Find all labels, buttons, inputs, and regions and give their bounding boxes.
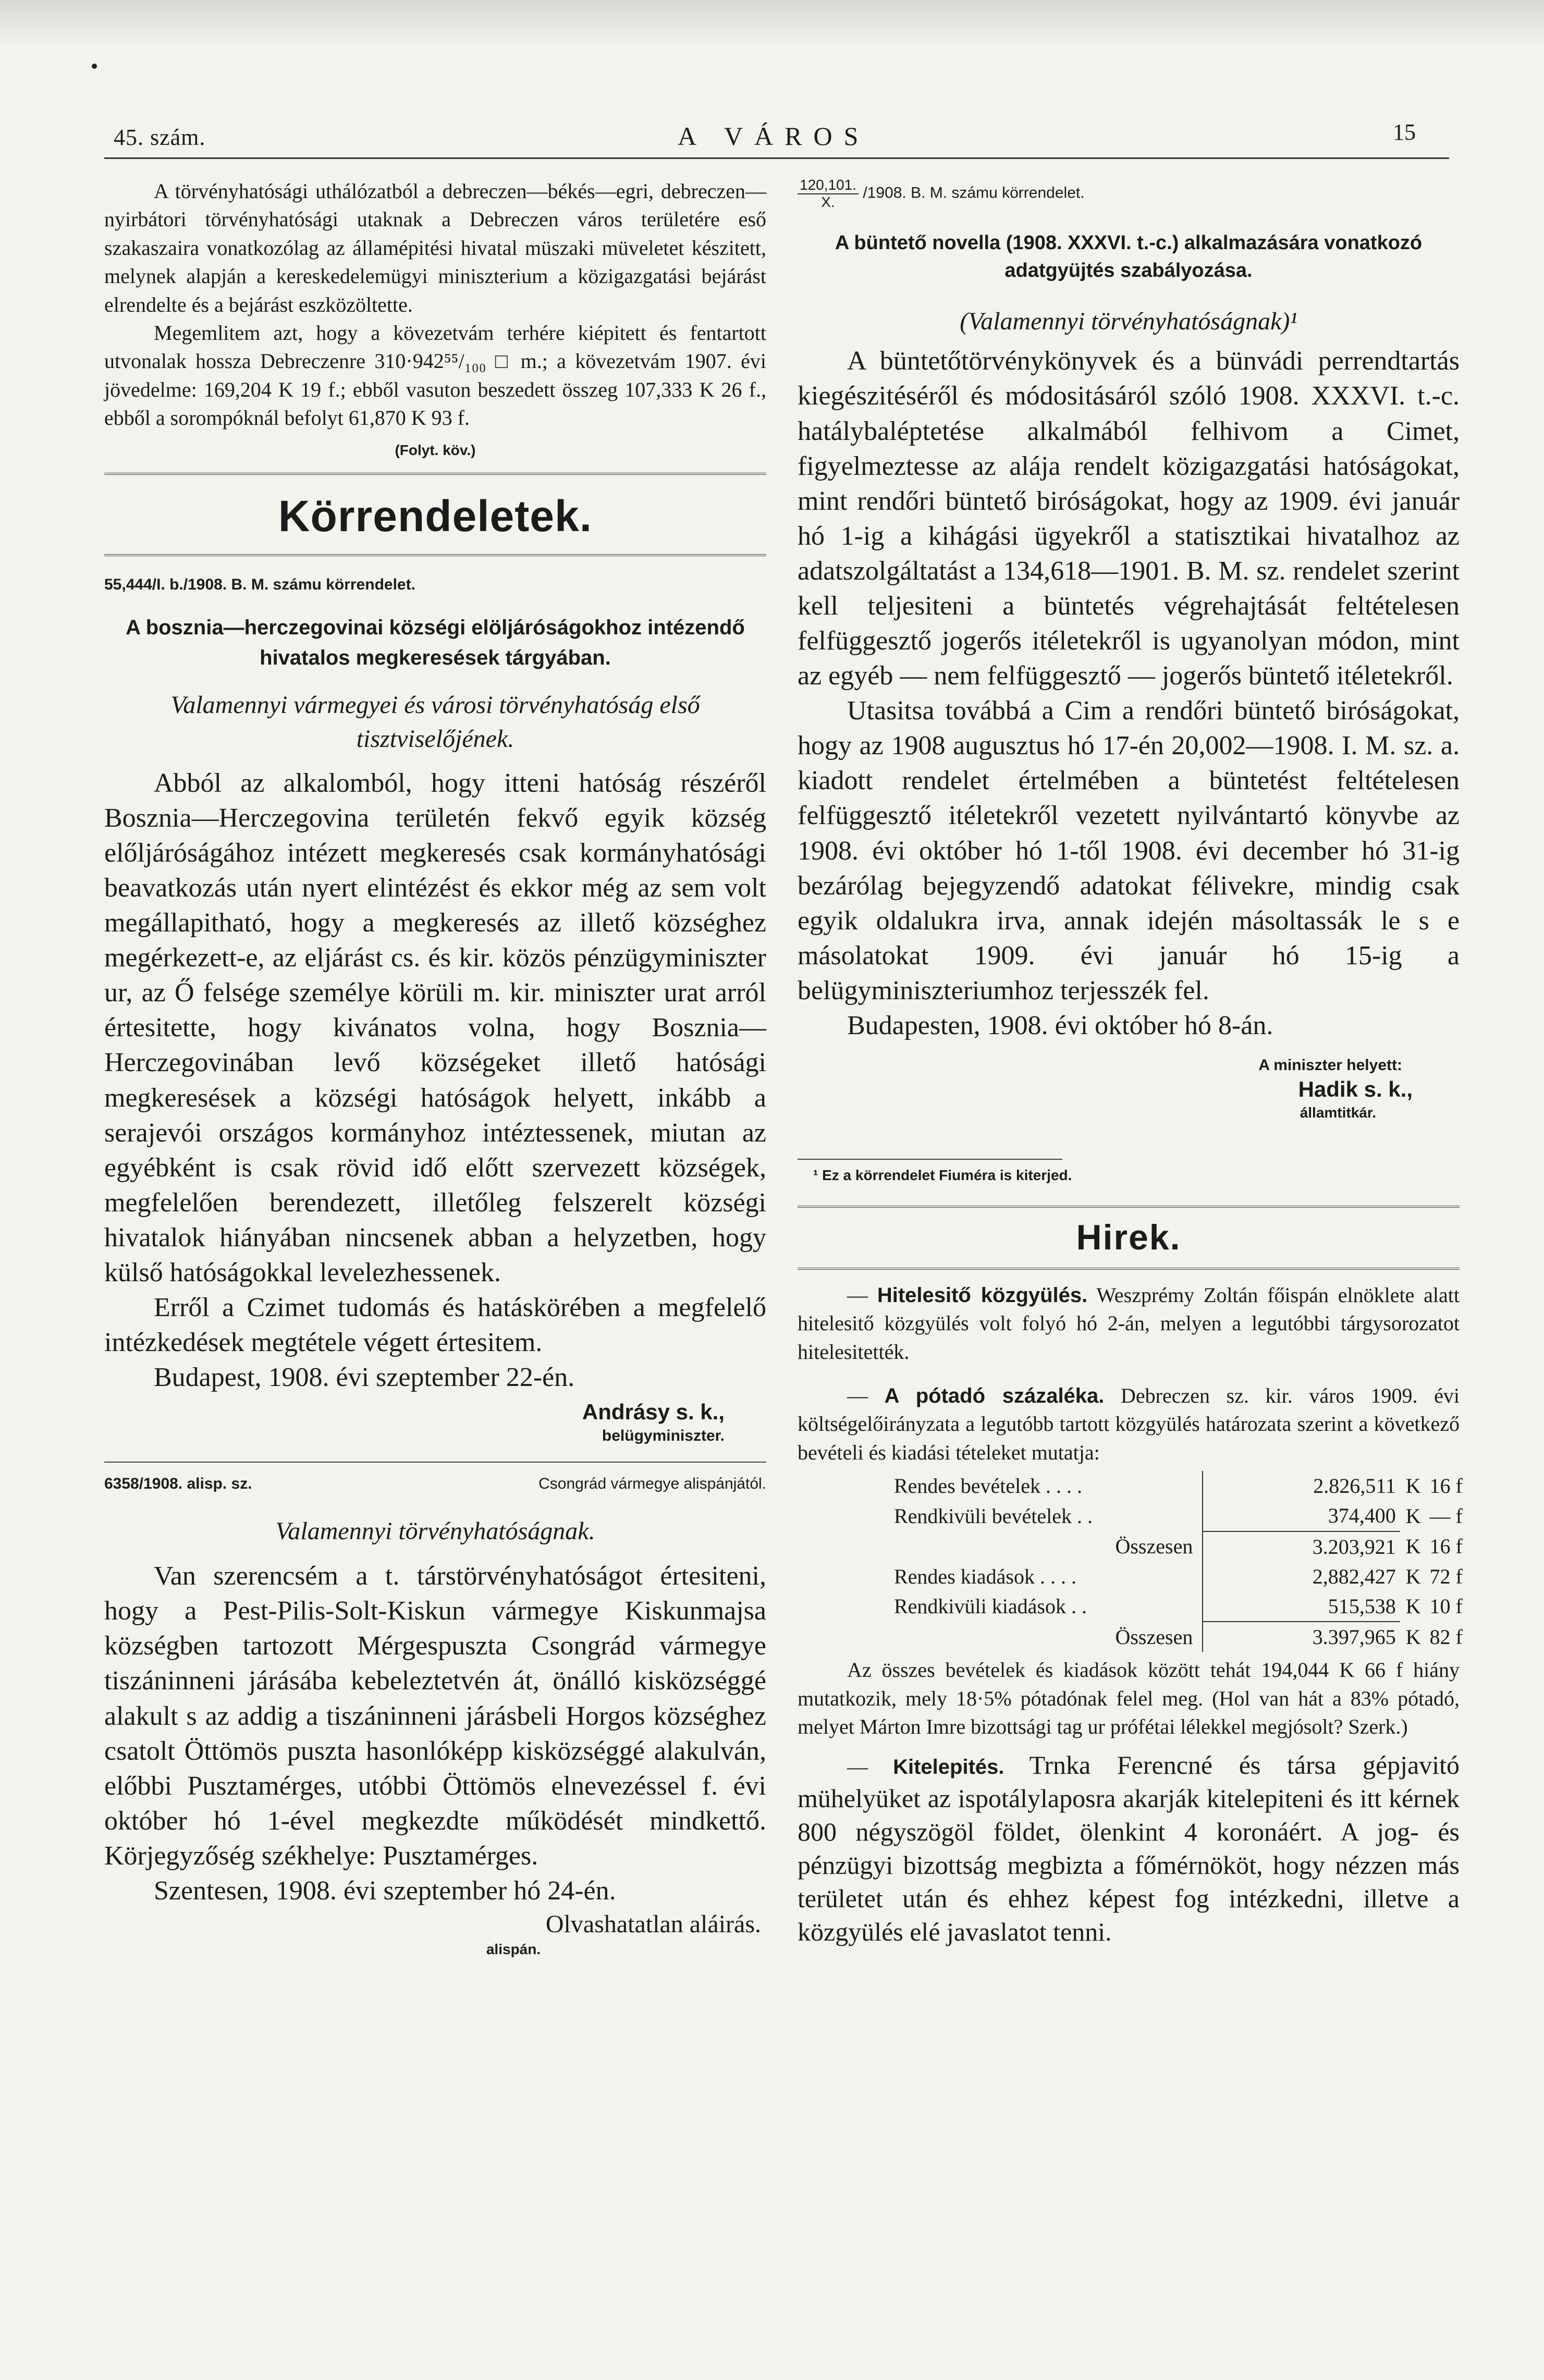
newspaper-title: A VÁROS <box>678 121 870 151</box>
budget-amount: 2,882,427 <box>1203 1562 1400 1591</box>
ordinance-1-title: A bosznia—herczegovinai községi elöljáróságokhoz intézendő hivatalos megkeresések tárgyában. <box>126 616 745 670</box>
news-item-3: — Kitelepités. Trnka Ferencné és társa gépjavitó mühelyüket az ispotálylaposra akarják kitelepiteni és itt kérnek 800 négyszögöl földet, ölenkint 4 koronáért. A jog- és pénzügyi bizottság megbizta a főmérnököt, hogy nézzen más területet után és ehhez képest fog intézkedni, illetve a közgyülés elé javaslatot tenni. <box>798 1750 1460 1947</box>
left-column <box>104 177 766 1959</box>
news-item-2: — A pótadó százaléka. Debreczen sz. kir. város 1909. évi költségelőirányzata a legutóbb tartott közgyülés határozata szerint a következő bevételi és kiadási tételeket mutatja: <box>798 1383 1460 1464</box>
ordinance-3-title: A büntető novella (1908. XXXVI. t.-c.) alkalmazására vonatkozó adatgyüjtés szabályozása. <box>835 231 1423 281</box>
budget-amount: 3.203,921 <box>1203 1531 1400 1562</box>
news-item-2-after: Az összes bevételek és kiadások között tehát 194,044 K 66 f hiány mutatkozik, mely 18·5% pótadónak felel meg. (Hol van hát a 83% pótadó, melyet Márton Imre bizottsági tag ur prófétai lélekkel megjósolt? Szerk.) <box>798 1658 1460 1739</box>
budget-row <box>894 1591 1477 1622</box>
budget-row <box>894 1622 1477 1652</box>
scan-noise <box>0 0 1544 47</box>
budget-filler: 16 f <box>1429 1535 1463 1559</box>
budget-filler: 16 f <box>1429 1474 1463 1498</box>
ordinance-2-body: Van szerencsém a t. társtörvényhatóságot értesiteni, hogy a Pest-Pilis-Solt-Kiskun vármegye Kiskunmajsa községben tartozott Mérgespuszta Csongrád vármegye tiszáninneni járásába kebeleztetvén át, önálló kisközséggé alakult s az addig a tiszáninneni járásbeli Horgos községhez csatolt Öttömös puszta hasonlóképp kisközséggé alakulván, előbbi Pusztamérges, utóbbi Öttömös elnevezéssel f. évi október hó 1-ével megkezdte működését mindkettő. Körjegyzőség székhelye: Pusztamérges. <box>104 1561 766 1871</box>
ordinance-2-rule <box>104 1462 766 1463</box>
budget-table <box>894 1471 1478 1652</box>
intro-paragraph-2: Megemlitem azt, hogy a kövezetvám terhére kiépitett és fentartott utvonalak hossza Debreczenre 310·942⁵⁵/₁₀₀ □ m.; a kövezetvám 1907. évi jövedelme: 169,204 K 19 f.; ebből vasuton beszedett összeg 107,333 K 26 f., ebből a sorompóknál befolyt 61,870 K 93 f. <box>104 321 766 430</box>
ordinance-2-addressee: Valamennyi törvényhatóságnak. <box>275 1517 595 1545</box>
budget-amount: 515,538 <box>1203 1591 1400 1622</box>
budget-row <box>894 1531 1477 1562</box>
hirek-rule-bottom <box>798 1268 1460 1270</box>
budget-row-label: Rendes bevételek . . . . <box>894 1474 1082 1498</box>
news-item-1-headline: Hitelesitő közgyülés. <box>877 1283 1088 1307</box>
budget-currency: K <box>1405 1594 1421 1618</box>
section-title: Körrendeletek. <box>278 492 593 541</box>
news-item-1: — Hitelesitő közgyülés. Weszprémy Zoltán főispán elnöklete alatt hitelesitő közgyülés volt folyó hó 2-án, melyen a legutóbbi tárgysorozatot hitelesitették. <box>798 1283 1460 1364</box>
continued-note: (Folyt. köv.) <box>395 441 476 458</box>
budget-amount: 2.826,511 <box>1203 1471 1400 1501</box>
hirek-rule-top <box>798 1206 1460 1208</box>
ordinance-2-signer: Olvashatatlan aláirás. <box>545 1910 761 1938</box>
ordinance-2-signer-title: alispán. <box>486 1941 541 1958</box>
ordinance-3-place-date: Budapesten, 1908. évi október hó 8-án. <box>847 1010 1273 1040</box>
header-rule <box>104 157 1449 159</box>
budget-currency: K <box>1405 1625 1421 1649</box>
budget-filler: 82 f <box>1429 1625 1463 1649</box>
ink-spot <box>92 64 97 69</box>
news-item-3-headline: Kitelepités. <box>893 1756 1004 1779</box>
intro-paragraph-1: A törvényhatósági uthálózatból a debreczen—békés—egri, debreczen—nyirbátori törvényhatósági utaknak a Debreczen város területére eső szakaszaira vonatkozólag az államépitési hivatal müszaki müveletet készitett, melynek alapján a kereskedelemügyi miniszterium a közigazgatási bejárást elrendelte és a bejárást eszközöltette. <box>104 179 766 316</box>
issue-number: 45. szám. <box>114 125 206 150</box>
ordinance-1-signer: Andrásy s. k., <box>582 1400 725 1425</box>
ordinance-3-signer-prefix: A miniszter helyett: <box>1258 1056 1402 1074</box>
budget-total-label: Összesen <box>1115 1535 1193 1559</box>
budget-filler: 72 f <box>1429 1564 1463 1588</box>
news-item-3-body: Trnka Ferencné és társa gépjavitó mühelyüket az ispotálylaposra akarják kitelepiteni és itt kérnek 800 négyszögöl földet, ölenkint 4 koronáért. A jog- és pénzügyi bizottság megbizta a főmérnököt, hogy nézzen más területet után és ehhez képest fog intézkedni, illetve a közgyülés elé javaslatot tenni. <box>798 1750 1460 1947</box>
ordinance-3-body-2: Utasitsa továbbá a Cim a rendőri büntető biróságokat, hogy az 1908 augusztus hó 17-én 20,002—1908. I. M. sz. a. kiadott rendelet értelmében a büntetést feltételesen felfüggesztő itéletekről vezetett nyilvántartó könyvbe az 1908. évi október hó 1-től 1908. évi december hó 31-ig bezárólag bejegyzendő adatokat félivekre, mindig csak egyik oldalukra irva, annak idején másoltassák le s e másolatokat 1909. évi január hó 15-ig a belügyminiszteriumhoz terjesszék fel. <box>798 696 1460 1005</box>
budget-filler: 10 f <box>1429 1594 1463 1618</box>
ordinance-3-reference-numerator: 120,101. <box>798 177 859 194</box>
budget-table-body <box>894 1471 1477 1652</box>
budget-filler: — f <box>1429 1504 1463 1528</box>
ordinance-3-reference <box>798 177 1460 211</box>
budget-amount: 3.397,965 <box>1203 1622 1400 1652</box>
budget-currency: K <box>1405 1535 1421 1559</box>
hirek-title: Hirek. <box>1076 1217 1181 1257</box>
ordinance-3-signer-title: államtitkár. <box>1300 1105 1376 1121</box>
ordinance-1-reference: 55,444/I. b./1908. B. M. számu körrendelet. <box>104 575 415 593</box>
budget-currency: K <box>1405 1564 1421 1588</box>
ordinance-1-signer-title: belügyminiszter. <box>602 1427 725 1444</box>
ordinance-1-body-2: Erről a Czimet tudomás és hatáskörében a megfelelő intézkedések megtétele végett értesitem. <box>104 1293 766 1358</box>
ordinance-3-footnote: ¹ Ez a körrendelet Fiuméra is kiterjed. <box>813 1167 1072 1183</box>
ordinance-1-body: Abból az alkalomból, hogy itteni hatóság részéről Bosznia—Herczegovina területén fekvő egyik község előljáróságához intézett megkeresés csak kormányhatósági beavatkozás után nyert elintézést és ekkor még az sem volt megállapitható, hogy a megkeresés az illető községhez megérkezett-e, az eljárást cs. és kir. közös pénzügyminiszter ur, az Ő felsége személye körüli m. kir. miniszter urat arról értesitette, hogy kivánatos volna, hogy Bosznia—Herczegovinában levő községeket illető hatósági megkeresések a községi hatóságok helyett, inkább a serajevói országos kormányhoz intéztessenek, miutan az egyébként is csak rövid idő előtt szervezett községek, megfelelően berendezett, illetőleg felszerelt községi hivatalok hiányában nincsenek abban a helyzetben, hogy külső hatóságokkal levelezhessenek. <box>104 768 766 1287</box>
budget-row-label: Rendkivüli kiadások . . <box>894 1594 1087 1618</box>
ordinance-2-issuer: Csongrád vármegye alispánjától. <box>538 1475 766 1493</box>
page-number: 15 <box>1393 119 1416 145</box>
footnote-rule <box>798 1159 1062 1160</box>
ordinance-2-reference: 6358/1908. alisp. sz. <box>104 1475 252 1493</box>
ordinance-3-addressee: (Valamennyi törvényhatóságnak)¹ <box>960 307 1297 335</box>
ordinance-1-place-date: Budapest, 1908. évi szeptember 22-én. <box>154 1363 575 1393</box>
budget-row <box>894 1562 1477 1591</box>
budget-total-label: Összesen <box>1115 1625 1193 1649</box>
section-rule-top <box>104 473 766 475</box>
budget-row-label: Rendes kiadások . . . . <box>894 1564 1076 1588</box>
section-rule-bottom <box>104 554 766 556</box>
budget-currency: K <box>1405 1474 1421 1498</box>
budget-currency: K <box>1405 1504 1421 1528</box>
budget-row <box>894 1471 1477 1501</box>
ordinance-2-reference-row <box>104 1474 766 1494</box>
budget-row-label: Rendkivüli bevételek . . <box>894 1504 1093 1528</box>
right-column <box>798 177 1463 1948</box>
news-item-2-headline: A pótadó százaléka. <box>884 1384 1105 1407</box>
news-item-1-body: Weszprémy Zoltán főispán elnöklete alatt hitelesitő közgyülés volt folyó hó 2-án, melyen a legutóbbi tárgysorozatot hitelesitették. <box>798 1283 1460 1364</box>
budget-amount: 374,400 <box>1203 1501 1400 1531</box>
ordinance-2-place-date: Szentesen, 1908. évi szeptember hó 24-én. <box>154 1875 616 1906</box>
ordinance-3-reference-denominator: X. <box>821 193 835 210</box>
ordinance-3-signer: Hadik s. k., <box>1298 1077 1413 1102</box>
ordinance-3-reference-fraction <box>798 177 859 211</box>
news-item-2-body: Debreczen sz. kir. város 1909. évi költségelőirányzata a legutóbb tartott közgyülés határozata szerint a következő bevételi és kiadási tételeket mutatja: <box>798 1383 1460 1464</box>
budget-row <box>894 1501 1477 1531</box>
ordinance-1-addressee: Valamennyi vármegyei és városi törvényhatóság első tisztviselőjének. <box>170 691 700 753</box>
ordinance-3-reference-rest: /1908. B. M. számu körrendelet. <box>863 184 1085 202</box>
ordinance-3-body: A büntetőtörvénykönyvek és a bünvádi perrendtartás kiegészitéséről és módositásáról szóló 1908. XXXVI. t.-c. hatálybaléptetése alkalmából felhivom a Cimet, figyelmeztesse az alája rendelt közigazgatási hatóságokat, mint rendőri büntető biróságokat, hogy az 1909. évi január hó 1-ig a kihágási ügyekről a statisztikai hivatalhoz az adatszolgáltatást a 134,618—1901. B. M. sz. rendelet szerint kell teljesiteni a büntetés végrehajtását feltételesen felfüggesztő jogerős itéletekről is ugyanolyan módon, mint az egyéb — nem felfüggesztő — jogerős büntető itéletekről. <box>798 346 1460 691</box>
